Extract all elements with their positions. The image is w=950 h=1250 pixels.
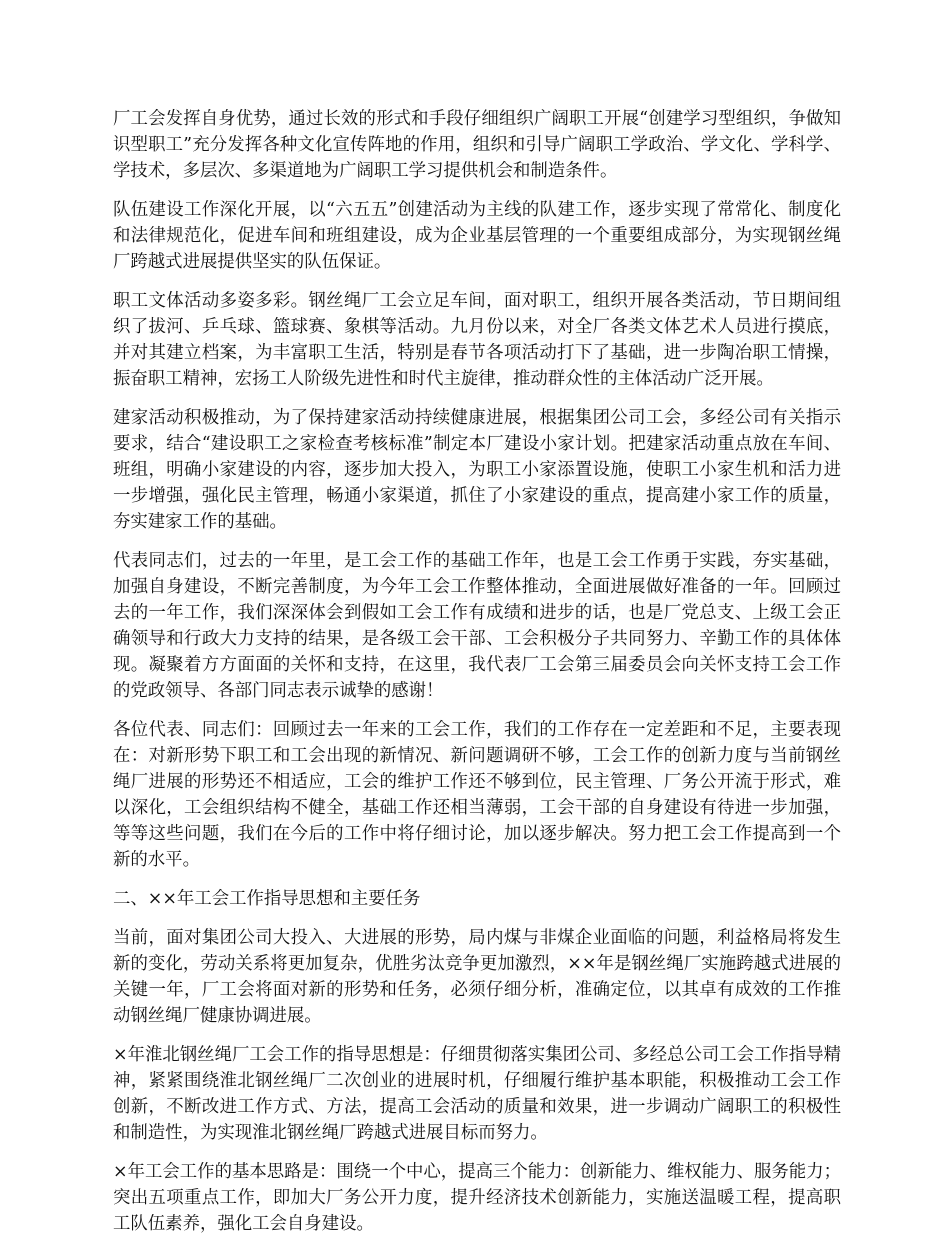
paragraph-study-organization: 厂工会发挥自身优势，通过长效的形式和手段仔细组织广阔职工开展“创建学习型组织，争做知识型职工”充分发挥各种文化宣传阵地的作用，组织和引导广阔职工学政治、学文化、学科学、学技术，多层次、多渠道地为广阔职工学习提供机会和制造条件。	[113, 109, 841, 181]
paragraph-shortcomings: 各位代表、同志们：回顾过去一年来的工会工作，我们的工作存在一定差距和不足，主要表现在：对新形势下职工和工会出现的新情况、新问题调研不够，工会工作的创新力度与当前钢丝绳厂进展的形势还不相适应，工会的维护工作还不够到位，民主管理、厂务公开流于形式，难以深化，工会组织结构不健全，基础工作还相当薄弱，工会干部的自身建设有待进一步加强，等等这些问题，我们在今后的工作中将仔细讨论，加以逐步解决。努力把工会工作提高到一个新的水平。	[113, 720, 841, 870]
paragraph-basic-approach: ×年工会工作的基本思路是：围绕一个中心，提高三个能力：创新能力、维权能力、服务能力；突出五项重点工作，即加大厂务公开力度，提升经济技术创新能力，实施送温暖工程，提高职工队伍素养，强化工会自身建设。	[113, 1162, 841, 1234]
paragraph-guiding-ideology: ×年淮北钢丝绳厂工会工作的指导思想是：仔细贯彻落实集团公司、多经总公司工会工作指导精神，紧紧围绕淮北钢丝绳厂二次创业的进展时机，仔细履行维护基本职能，积极推动工会工作创新，不断改进工作方式、方法，提高工会活动的质量和效果，进一步调动广阔职工的积极性和制造性，为实现淮北钢丝绳厂跨越式进展目标而努力。	[113, 1045, 841, 1143]
section-heading-guiding-ideology: 二、××年工会工作指导思想和主要任务	[113, 889, 421, 909]
document-page	[113, 106, 841, 1250]
paragraph-team-building: 队伍建设工作深化开展，以“六五五”创建活动为主线的队建工作，逐步实现了常常化、制度化和法律规范化，促进车间和班组建设，成为企业基层管理的一个重要组成部分，为实现钢丝绳厂跨越式进展提供坚实的队伍保证。	[113, 200, 841, 272]
paragraph-cultural-activities: 职工文体活动多姿多彩。钢丝绳厂工会立足车间，面对职工，组织开展各类活动，节日期间组织了拔河、乒乓球、篮球赛、象棋等活动。九月份以来，对全厂各类文体艺术人员进行摸底，并对其建立档案，为丰富职工生活，特别是春节各项活动打下了基础，进一步陶冶职工情操，振奋职工精神，宏扬工人阶级先进性和时代主旋律，推动群众性的主体活动广泛开展。	[113, 291, 841, 389]
paragraph-thanks: 代表同志们，过去的一年里，是工会工作的基础工作年，也是工会工作勇于实践，夯实基础，加强自身建设，不断完善制度，为今年工会工作整体推动，全面进展做好准备的一年。回顾过去的一年工作，我们深深体会到假如工会工作有成绩和进步的话，也是厂党总支、上级工会正确领导和行政大力支持的结果，是各级工会干部、工会积极分子共同努力、辛勤工作的具体体现。凝聚着方方面面的关怀和支持，在这里，我代表厂工会第三届委员会向关怀支持工会工作的党政领导、各部门同志表示诚挚的感谢！	[113, 551, 841, 701]
paragraph-current-situation: 当前，面对集团公司大投入、大进展的形势，局内煤与非煤企业面临的问题，利益格局将发生新的变化，劳动关系将更加复杂，优胜劣汰竞争更加激烈，××年是钢丝绳厂实施跨越式进展的关键一年，厂工会将面对新的形势和任务，必须仔细分析，准确定位，以其卓有成效的工作推动钢丝绳厂健康协调进展。	[113, 928, 841, 1026]
paragraph-home-building: 建家活动积极推动，为了保持建家活动持续健康进展，根据集团公司工会，多经公司有关指示要求，结合“建设职工之家检查考核标准”制定本厂建设小家计划。把建家活动重点放在车间、班组，明确小家建设的内容，逐步加大投入，为职工小家添置设施，使职工小家生机和活力进一步增强，强化民主管理，畅通小家渠道，抓住了小家建设的重点，提高建小家工作的质量，夯实建家工作的基础。	[113, 408, 841, 532]
